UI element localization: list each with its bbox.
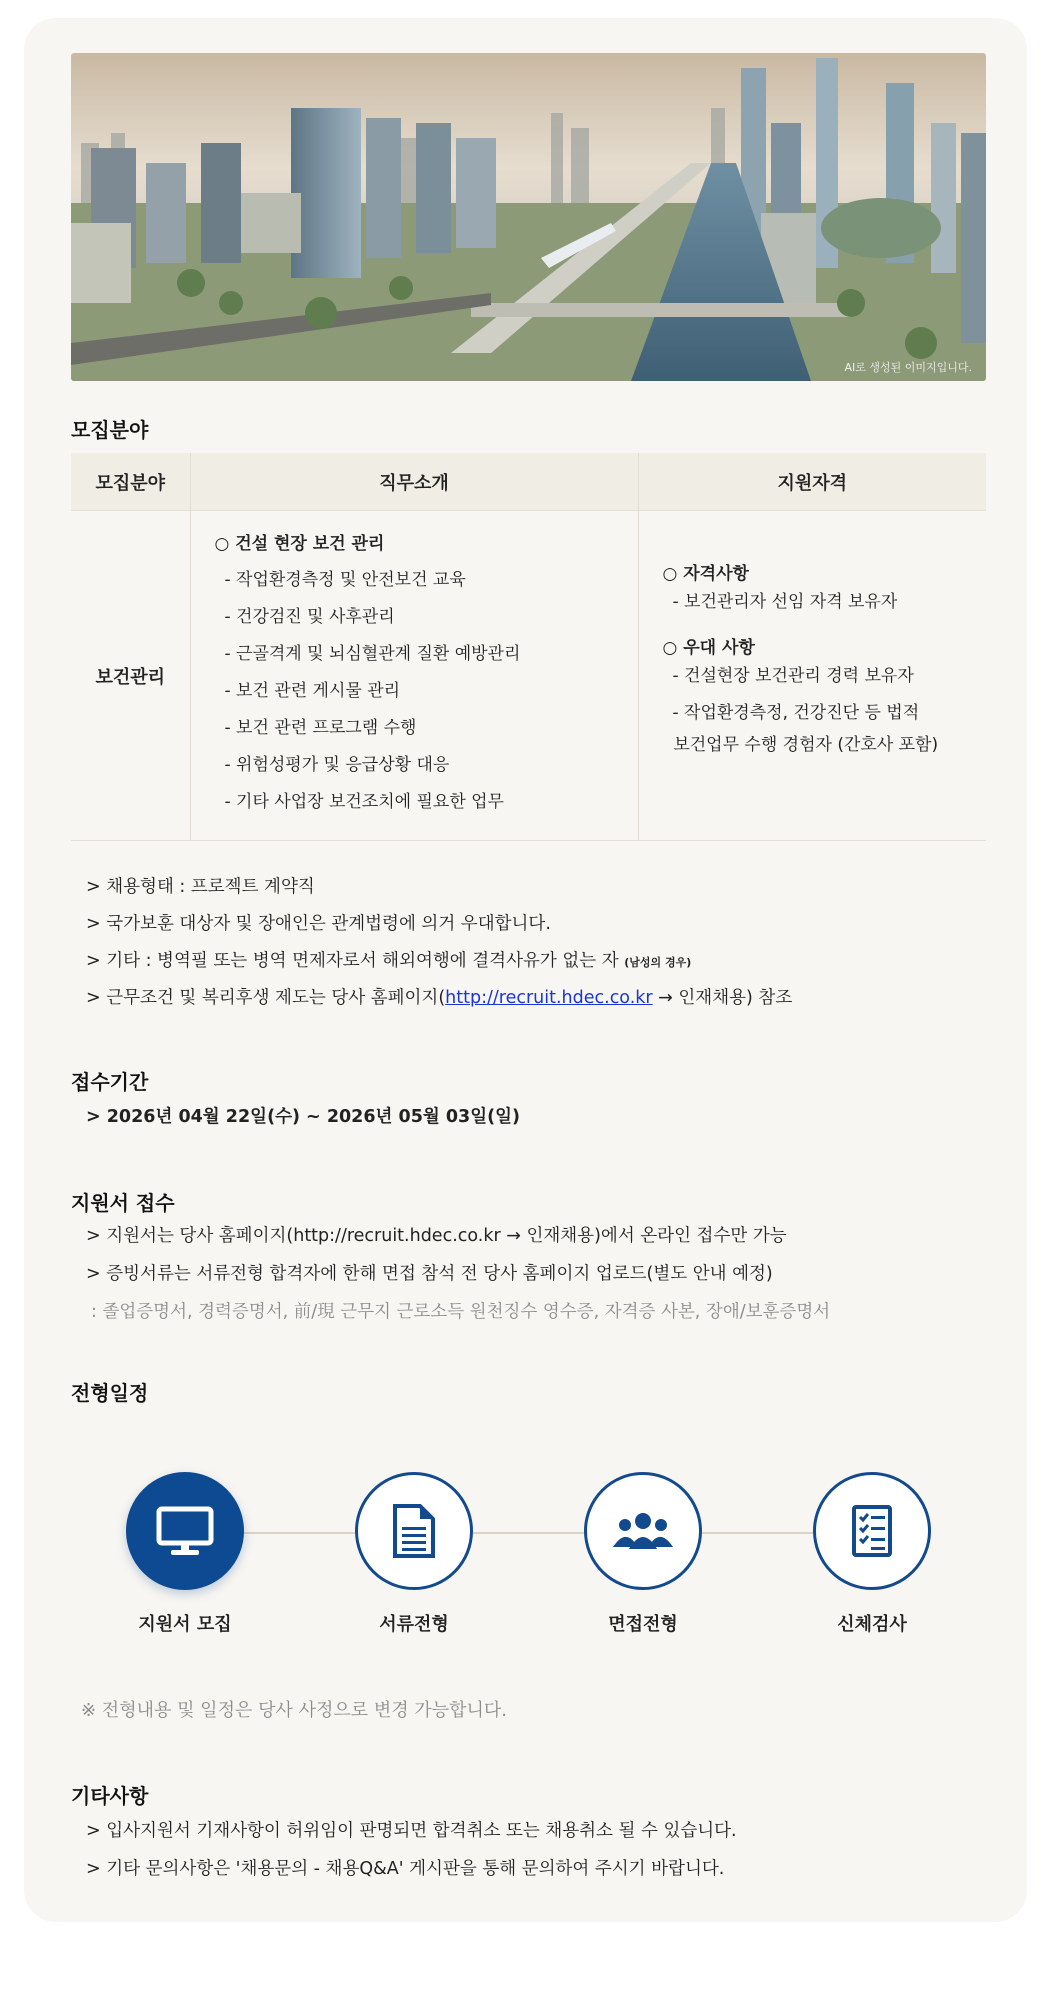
step-circle (584, 1472, 702, 1590)
hero-image (71, 53, 986, 381)
step-label: 신체검사 (837, 1614, 907, 1635)
qualification-cell (638, 511, 986, 841)
section-title-etc: 기타사항 (71, 1784, 149, 1808)
recruit-table (71, 453, 986, 841)
etc-line-1: > 입사지원서 기재사항이 허위임이 판명되면 합격취소 또는 채용취소 될 수 있습니다. (86, 1821, 737, 1841)
duty-cell (190, 511, 638, 841)
apply-line-1: > 지원서는 당사 홈페이지(http://recruit.hdec.co.kr → 인재채용)에서 온라인 접수만 가능 (86, 1226, 787, 1246)
list-item: 보건업무 수행 경험자 (간호사 포함) (662, 735, 939, 755)
note-welfare (86, 980, 792, 1017)
list-item: - 기타 사업장 보건조치에 필요한 업무 (224, 792, 504, 812)
people-icon (613, 1511, 673, 1551)
section-title-schedule: 전형일정 (71, 1381, 149, 1405)
qualification-heading: ○ 자격사항 (662, 564, 749, 584)
note-employment-type: > 채용형태 : 프로젝트 계약직 (86, 877, 315, 897)
recruit-homepage-link[interactable]: http://recruit.hdec.co.kr (445, 988, 653, 1008)
step-circle (813, 1472, 931, 1590)
table-header-cell: 직무소개 (190, 453, 638, 511)
note-military (86, 943, 792, 980)
checklist-icon (851, 1504, 893, 1558)
step-label: 면접전형 (608, 1614, 678, 1635)
step-documents (334, 1472, 494, 1636)
note-military-small: (남성의 경우) (624, 956, 692, 969)
note-welfare-pre: > 근무조건 및 복리후생 제도는 당사 홈페이지( (86, 988, 446, 1008)
steps-connector (185, 1532, 871, 1534)
monitor-icon (156, 1506, 214, 1556)
table-row (71, 511, 986, 841)
step-medical (792, 1472, 952, 1636)
list-item: - 건설현장 보건관리 경력 보유자 (672, 666, 914, 686)
step-label: 서류전형 (379, 1614, 449, 1635)
hero-caption: AI로 생성된 이미지입니다. (844, 361, 972, 374)
list-item: - 근골격계 및 뇌심혈관계 질환 예방관리 (224, 644, 521, 664)
section-title-period: 접수기간 (71, 1070, 149, 1094)
list-item: - 건강검진 및 사후관리 (224, 607, 395, 627)
step-interview (563, 1472, 723, 1636)
note-welfare-post: → 인재채용) 참조 (652, 988, 793, 1008)
list-item: - 작업환경측정 및 안전보건 교육 (224, 570, 466, 590)
etc-line-2: > 기타 문의사항은 '채용문의 - 채용Q&A' 게시판을 통해 문의하여 주시기 바랍니다. (86, 1859, 725, 1879)
table-header-row (71, 453, 986, 511)
step-circle-active (126, 1472, 244, 1590)
apply-line-3: : 졸업증명서, 경력증명서, 前/現 근무지 근로소득 원천징수 영수증, 자격증 사본, 장애/보훈증명서 (91, 1302, 831, 1322)
apply-line-2: > 증빙서류는 서류전형 합격자에 한해 면접 참석 전 당사 홈페이지 업로드(별도 안내 예정) (86, 1264, 773, 1284)
schedule-notice: ※ 전형내용 및 일정은 당사 사정으로 변경 가능합니다. (81, 1700, 508, 1721)
list-item: - 위험성평가 및 응급상황 대응 (224, 755, 450, 775)
category-cell: 보건관리 (71, 511, 190, 841)
step-circle (355, 1472, 473, 1590)
list-item: - 작업환경측정, 건강진단 등 법적 (672, 703, 920, 723)
list-item: - 보건 관련 프로그램 수행 (224, 718, 417, 738)
preference-heading: ○ 우대 사항 (662, 638, 755, 658)
section-title-apply: 지원서 접수 (71, 1191, 175, 1215)
duty-heading: ○ 건설 현장 보건 관리 (214, 534, 385, 554)
step-label: 지원서 모집 (138, 1614, 232, 1635)
note-veterans: > 국가보훈 대상자 및 장애인은 관계법령에 의거 우대합니다. (86, 914, 551, 934)
list-item: - 보건 관련 게시물 관리 (224, 681, 401, 701)
recruit-notes (86, 869, 792, 1017)
list-item: - 보건관리자 선임 자격 보유자 (672, 592, 898, 612)
period-value: > 2026년 04월 22일(수) ~ 2026년 05월 03일(일) (86, 1107, 521, 1127)
table-header-cell: 지원자격 (638, 453, 986, 511)
document-icon (392, 1503, 436, 1559)
schedule-steps (71, 1472, 986, 1642)
section-title-recruit: 모집분야 (71, 418, 149, 442)
step-apply (105, 1472, 265, 1636)
note-military-text: > 기타 : 병역필 또는 병역 면제자로서 해외여행에 결격사유가 없는 자 (86, 951, 619, 971)
table-header-cell: 모집분야 (71, 453, 190, 511)
